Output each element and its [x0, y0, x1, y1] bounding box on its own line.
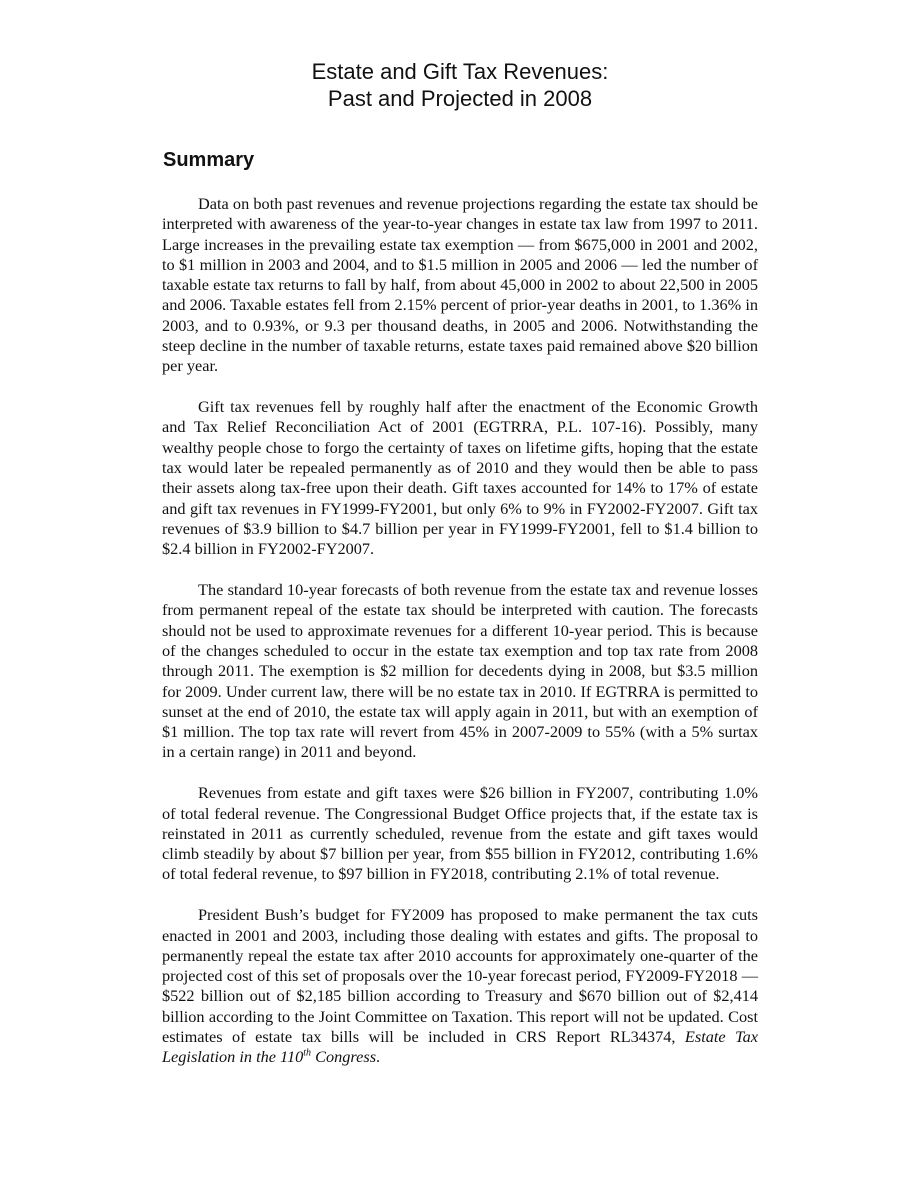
citation-title-superscript: th: [303, 1047, 312, 1059]
paragraph-4: Revenues from estate and gift taxes were $26 billion in FY2007, contributing 1.0% of total federal revenue. The Congressional Budget Office projects that, if the estate tax is reinstated in 2011 as currently scheduled, revenue from the estate and gift taxes would climb steadily by about $7 billion per year, from $55 billion in FY2012, contributing 1.6% of total federal revenue, to $97 billion in FY2018, contributing 2.1% of total revenue.: [162, 783, 758, 884]
title-line-2: Past and Projected in 2008: [327, 86, 593, 111]
summary-body: [162, 194, 758, 1068]
citation-period: .: [376, 1047, 381, 1067]
paragraph-2: Gift tax revenues fell by roughly half after the enactment of the Economic Growth and Tax Relief Reconciliation Act of 2001 (EGTRRA, P.L. 107-16). Possibly, many wealthy people chose to forgo the certainty of taxes on lifetime gifts, hoping that the estate tax would later be repealed permanently as of 2010 and they would then be able to pass their assets along tax-free upon their death. Gift taxes accounted for 14% to 17% of estate and gift tax revenues in FY1999-FY2001, but only 6% to 9% in FY2002-FY2007. Gift tax revenues of $3.9 billion to $4.7 billion per year in FY1999-FY2001, fell to $1.4 billion to $2.4 billion in FY2002-FY2007.: [162, 397, 758, 559]
title-line-1: Estate and Gift Tax Revenues:: [311, 59, 609, 84]
citation-title-main: Estate Tax Legislation in the 110: [162, 1026, 758, 1067]
paragraph-3: The standard 10-year forecasts of both revenue from the estate tax and revenue losses from permanent repeal of the estate tax should be interpreted with caution. The forecasts should not be used to approximate revenues for a different 10-year period. This is because of the changes scheduled to occur in the estate tax exemption and top tax rate from 2008 through 2011. The exemption is $2 million for decedents dying in 2008, but $3.5 million for 2009. Under current law, there will be no estate tax in 2010. If EGTRRA is permitted to sunset at the end of 2010, the estate tax will apply again in 2011, but with an exemption of $1 million. The top tax rate will revert from 45% in 2007-2009 to 55% (with a 5% surtax in a certain range) in 2011 and beyond.: [162, 580, 758, 762]
citation-title-end: Congress: [311, 1047, 377, 1067]
section-heading-summary: Summary: [163, 149, 255, 171]
paragraph-5: [162, 905, 758, 1067]
document-title: [0, 58, 920, 112]
paragraph-5-text: President Bush’s budget for FY2009 has proposed to make permanent the tax cuts enacted in 2001 and 2003, including those dealing with estates and gifts. The proposal to permanently repeal the estate tax after 2010 accounts for approximately one-quarter of the projected cost of this set of proposals over the 10-year forecast period, FY2009-FY2018 — $522 billion out of $2,185 billion according to Treasury and $670 billion out of $2,414 billion according to the Joint Committee on Taxation. This report will not be updated. Cost estimates of estate tax bills will be included in CRS Report RL34374,: [162, 905, 758, 1046]
paragraph-1: Data on both past revenues and revenue projections regarding the estate tax should be interpreted with awareness of the year-to-year changes in estate tax law from 1997 to 2011. Large increases in the prevailing estate tax exemption — from $675,000 in 2001 and 2002, to $1 million in 2003 and 2004, and to $1.5 million in 2005 and 2006 — led the number of taxable estate tax returns to fall by half, from about 45,000 in 2002 to about 22,500 in 2005 and 2006. Taxable estates fell from 2.15% percent of prior-year deaths in 2001, to 1.36% in 2003, and to 0.93%, or 9.3 per thousand deaths, in 2005 and 2006. Notwithstanding the steep decline in the number of taxable returns, estate taxes paid remained above $20 billion per year.: [162, 194, 758, 376]
